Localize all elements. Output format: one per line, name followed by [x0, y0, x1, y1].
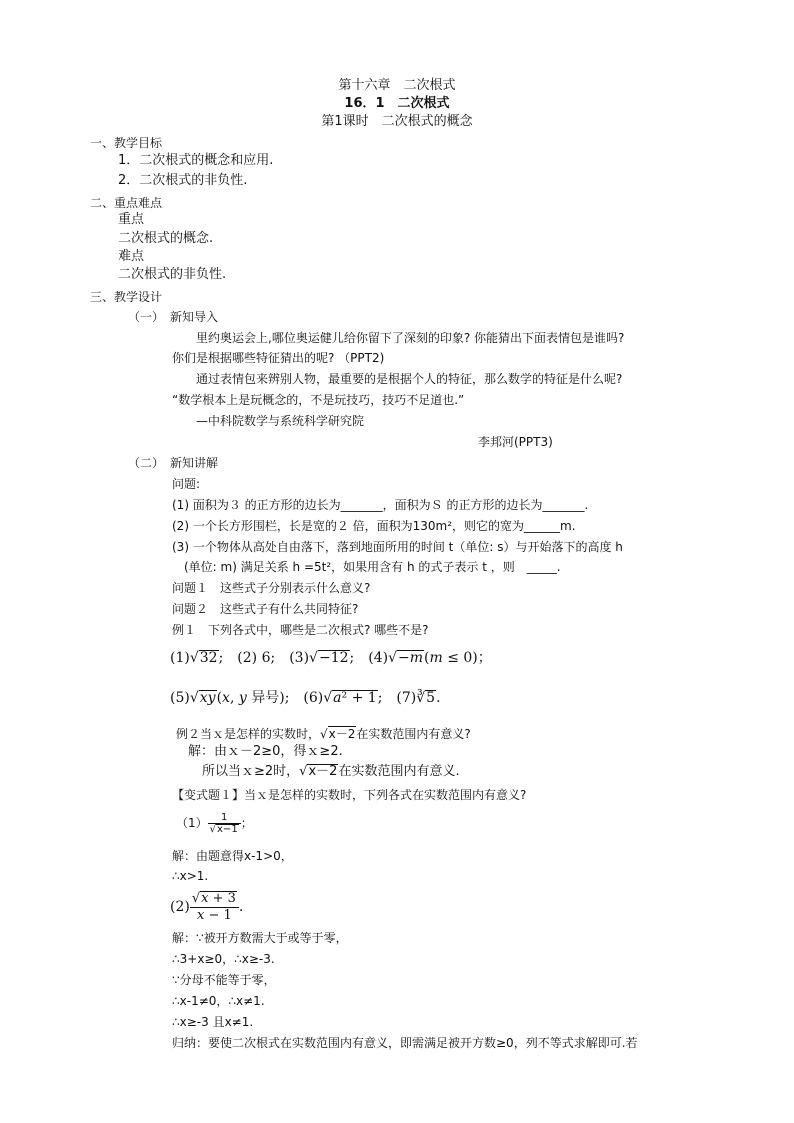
question-item: (单位: m) 满足关系 h =5t²，如果用含有 h 的式子表示 t ，则 _____. [172, 560, 561, 574]
issue-item: 问题１ 这些式子分别表示什么意义? [172, 581, 371, 595]
quote-source: —中科院数学与系统科学研究院 [196, 414, 365, 428]
section-title: 16．1 二次根式 [344, 96, 450, 111]
v2-solution: 解：∵被开方数需大于或等于零， [172, 931, 348, 945]
lesson-title: 第1课时 二次根式的概念 [321, 114, 473, 129]
example2-prompt: 例２当ｘ是怎样的实数时，√x－2在实数范围内有意义? [176, 727, 471, 741]
goal-item: 2．二次根式的非负性. [118, 173, 248, 188]
goal-item: 1．二次根式的概念和应用. [118, 153, 274, 168]
example2-conclusion: 所以当ｘ≥2时，√x－2在实数范围内有意义. [202, 764, 460, 779]
example2-solution: 解：由ｘ－2≥0，得ｘ≥2. [188, 744, 343, 759]
intro-paragraph: 你们是根据哪些特征猜出的呢? （PPT2) [172, 351, 385, 365]
key-text: 二次根式的概念. [118, 231, 214, 246]
chapter-title: 第十六章 二次根式 [338, 78, 456, 93]
difficulty-label: 难点 [118, 249, 145, 264]
intro-paragraph: 里约奥运会上,哪位奥运健儿给你留下了深刻的印象? 你能猜出下面表情包是谁吗? [172, 331, 625, 345]
intro-heading: （一） 新知导入 [128, 310, 219, 324]
question-label: 问题: [172, 477, 201, 491]
part1-heading: 一、教学目标 [90, 136, 163, 150]
v2-solution: ∴3+x≥0，∴x≥-3. [172, 952, 275, 966]
v2-solution: ∴x≥-3 且x≠1. [172, 1015, 254, 1029]
example1-formula-line2: (5)√xy(x, y 异号); (6)√a² + 1; (7)∛5. [170, 690, 441, 706]
variant-item-1: （1） $\frac{1}{√x-1}$ ； [176, 812, 253, 835]
part3-heading: 三、教学设计 [90, 290, 163, 304]
question-item: (1) 面积为３ 的正方形的边长为_______，面积为Ｓ 的正方形的边长为_______. [172, 498, 589, 512]
variant-item-2: (2) $\frac{√x + 3}{x - 1}$ . [170, 890, 244, 923]
question-item: (3) 一个物体从高处自由落下，落到地面所用的时间 t（单位: s）与开始落下的高度 h [172, 540, 623, 554]
key-label: 重点 [118, 212, 145, 227]
v1-solution: 解：由题意得x-1>0， [172, 849, 293, 863]
v1-solution: ∴x>1. [172, 869, 209, 883]
variant-heading: 【变式题１】当ｘ是怎样的实数时，下列各式在实数范围内有意义? [172, 788, 527, 802]
part2-heading: 二、重点难点 [90, 196, 163, 210]
intro-paragraph: 通过表情包来辨别人物，最重要的是根据个人的特征，那么数学的特征是什么呢? [172, 372, 623, 386]
quote-author: 李邦河(PPT3) [478, 435, 553, 449]
quote: “数学根本上是玩概念的，不是玩技巧，技巧不足道也.” [172, 393, 465, 407]
v2-solution: ∵分母不能等于零， [172, 973, 276, 987]
explain-heading: （二） 新知讲解 [128, 456, 219, 470]
example1-formula-line1: (1)√32; (2) 6; (3)√−12; (4)√−m(m ≤ 0)； [170, 650, 492, 666]
issue-item: 问题２ 这些式子有什么共同特征? [172, 602, 359, 616]
example1-prompt: 例１ 下列各式中，哪些是二次根式? 哪些不是? [172, 623, 429, 637]
difficulty-text: 二次根式的非负性. [118, 267, 227, 282]
v2-solution: ∴x-1≠0，∴x≠1. [172, 994, 265, 1008]
summary: 归纳：要使二次根式在实数范围内有意义，即需满足被开方数≥0，列不等式求解即可.若 [172, 1036, 638, 1050]
question-item: (2) 一个长方形围栏，长是宽的２ 倍，面积为130m²，则它的宽为______m. [172, 519, 576, 533]
